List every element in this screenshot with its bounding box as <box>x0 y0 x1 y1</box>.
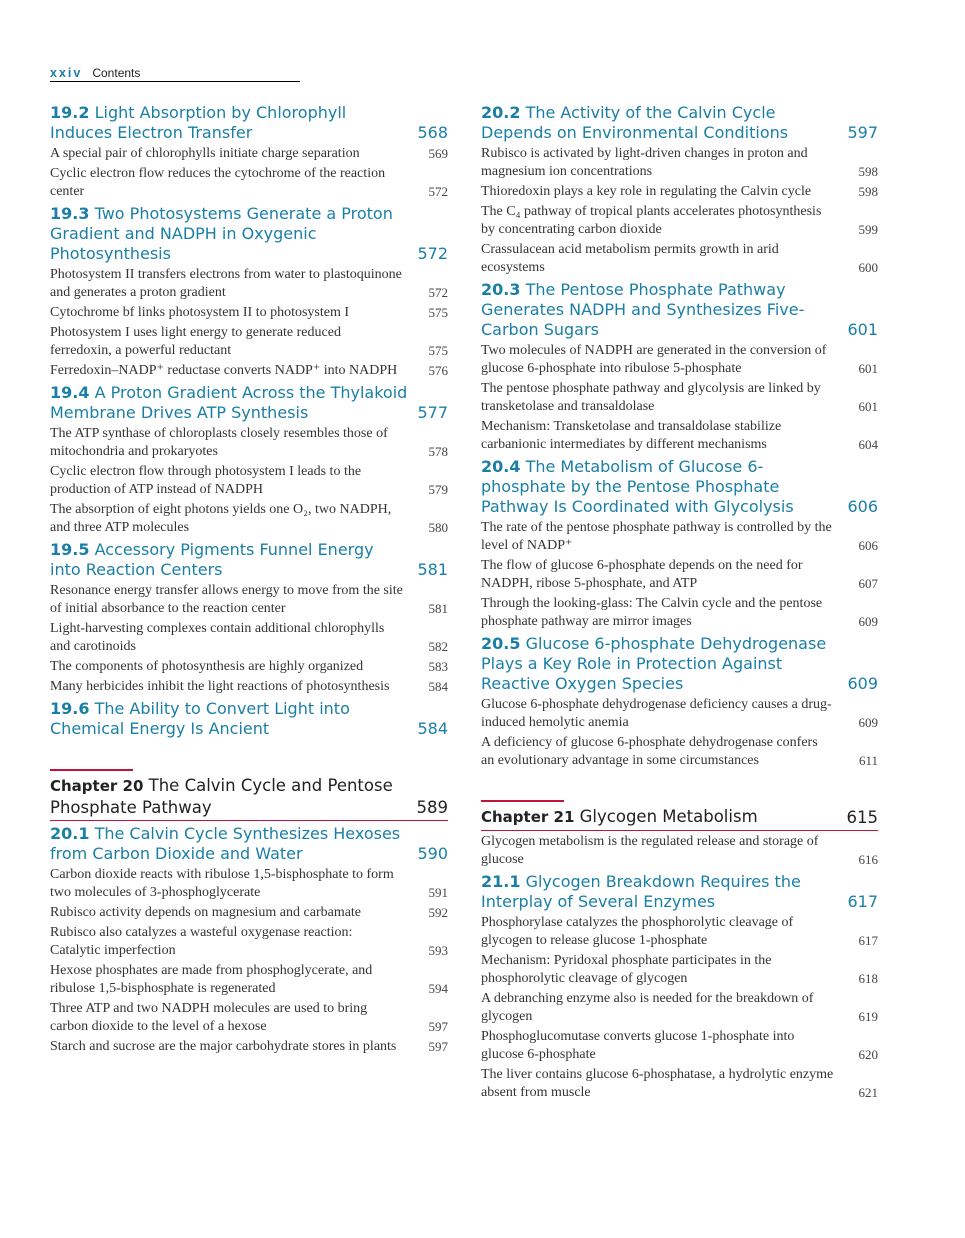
entry-page-number: 576 <box>428 363 448 378</box>
entry-page-number: 601 <box>858 361 878 376</box>
entry-page-number: 620 <box>858 1047 878 1062</box>
chapter-label: Chapter 20 <box>50 777 144 795</box>
section-page-number: 597 <box>847 123 878 142</box>
section-heading[interactable] <box>50 540 448 580</box>
entry-text: Crassulacean acid metabolism permits growth in arid ecosystems <box>481 242 779 275</box>
entry-text: Thioredoxin plays a key role in regulating the Calvin cycle <box>481 184 812 199</box>
section-heading[interactable] <box>481 634 878 694</box>
section-title <box>481 103 838 143</box>
section-heading[interactable] <box>481 457 878 517</box>
chapter-page-number: 589 <box>416 798 448 817</box>
toc-entry[interactable] <box>481 952 878 988</box>
toc-entry[interactable] <box>481 145 878 181</box>
entry-page-number: 572 <box>428 184 448 199</box>
entry-text: Through the looking-glass: The Calvin cycle and the pentose phosphate pathway are mirror images <box>481 596 823 629</box>
section-heading[interactable] <box>50 824 448 864</box>
entry-text: Cytochrome bf links photosystem II to photosystem I <box>50 305 350 320</box>
section-title-text: Two Photosystems Generate a Proton Gradient and NADPH in Oxygenic Photosynthesis <box>50 204 393 263</box>
toc-entry[interactable] <box>481 734 878 770</box>
section-page-number: 568 <box>417 123 448 142</box>
section-heading[interactable] <box>481 872 878 912</box>
toc-entry[interactable] <box>50 425 448 461</box>
section-title <box>50 204 408 264</box>
section-title <box>50 383 408 423</box>
toc-entry[interactable] <box>481 1028 878 1064</box>
toc-entry[interactable] <box>481 1066 878 1102</box>
entry-text: Mechanism: Pyridoxal phosphate participates in the phosphorolytic cleavage of glycogen <box>481 953 772 986</box>
section-number: 20.2 <box>481 103 521 122</box>
entry-text: Hexose phosphates are made from phosphoglycerate, and ribulose 1,5-bisphosphate is regenerated <box>50 963 373 996</box>
entry-page-number: 601 <box>858 399 878 414</box>
entry-page-number: 609 <box>858 715 878 730</box>
entry-page-number: 598 <box>858 164 878 179</box>
running-header <box>50 64 300 82</box>
page-number: xxiv <box>50 66 83 80</box>
toc-entry[interactable] <box>481 203 878 239</box>
entry-page-number: 582 <box>428 639 448 654</box>
toc-entry[interactable] <box>50 678 448 696</box>
entry-text: The absorption of eight photons yields one O₂, two NADPH, and three ATP molecules <box>50 502 392 535</box>
section-title-text: The Pentose Phosphate Pathway Generates NADPH and Synthesizes Five-Carbon Sugars <box>481 280 805 339</box>
entry-page-number: 611 <box>858 753 878 768</box>
entry-page-number: 584 <box>428 679 448 694</box>
entry-text: Carbon dioxide reacts with ribulose 1,5-bisphosphate to form two molecules of 3-phosphoglycerate <box>50 867 394 900</box>
entry-text: Rubisco is activated by light-driven changes in proton and magnesium ion concentrations <box>481 146 808 179</box>
toc-entry[interactable] <box>50 1038 448 1056</box>
toc-entry[interactable] <box>50 266 448 302</box>
entry-page-number: 575 <box>428 343 448 358</box>
section-number: 19.3 <box>50 204 90 223</box>
section-title <box>50 699 408 739</box>
toc-entry[interactable] <box>50 582 448 618</box>
section-title-text: The Metabolism of Glucose 6-phosphate by the Pentose Phosphate Pathway Is Coordinated with Glycolysis <box>481 457 794 516</box>
entry-page-number: 617 <box>858 933 878 948</box>
toc-entry[interactable] <box>481 557 878 593</box>
entry-text: Photosystem I uses light energy to generate reduced ferredoxin, a powerful reductant <box>50 325 341 358</box>
entry-page-number: 580 <box>428 520 448 535</box>
entry-text: Resonance energy transfer allows energy to move from the site of initial absorbance to the reaction center <box>50 583 403 616</box>
section-heading[interactable] <box>50 699 448 739</box>
entry-text: A debranching enzyme also is needed for the breakdown of glycogen <box>481 991 814 1024</box>
section-title-text: The Activity of the Calvin Cycle Depends on Environmental Conditions <box>481 103 789 142</box>
chapter-title-text: Glycogen Metabolism <box>579 807 758 826</box>
toc-entry[interactable] <box>481 241 878 277</box>
entry-text: Ferredoxin–NADP⁺ reductase converts NADP⁺ into NADPH <box>50 363 398 378</box>
entry-page-number: 578 <box>428 444 448 459</box>
toc-entry[interactable] <box>50 362 448 380</box>
entry-text: Glucose 6-phosphate dehydrogenase deficiency causes a drug-induced hemolytic anemia <box>481 697 832 730</box>
section-title-text: Light Absorption by Chlorophyll Induces Electron Transfer <box>50 103 347 142</box>
section-number: 20.4 <box>481 457 521 476</box>
toc-entry[interactable] <box>481 418 878 454</box>
entry-text: Glycogen metabolism is the regulated release and storage of glucose <box>481 834 819 867</box>
entry-page-number: 592 <box>428 905 448 920</box>
section-number: 20.3 <box>481 280 521 299</box>
section-title-text: A Proton Gradient Across the Thylakoid Membrane Drives ATP Synthesis <box>50 383 408 422</box>
section-title <box>50 540 408 580</box>
entry-text: Mechanism: Transketolase and transaldolase stabilize carbanionic intermediates by different mechanisms <box>481 419 782 452</box>
section-number: 19.5 <box>50 540 90 559</box>
toc-entry[interactable] <box>50 501 448 537</box>
section-number: 19.6 <box>50 699 90 718</box>
entry-text: Starch and sucrose are the major carbohydrate stores in plants <box>50 1039 397 1054</box>
entry-page-number: 604 <box>858 437 878 452</box>
toc-entry[interactable] <box>481 519 878 555</box>
entry-page-number: 593 <box>428 943 448 958</box>
entry-text: The rate of the pentose phosphate pathway is controlled by the level of NADP⁺ <box>481 520 832 553</box>
entry-page-number: 621 <box>858 1085 878 1100</box>
section-number: 19.4 <box>50 383 90 402</box>
section-page-number: 577 <box>417 403 448 422</box>
entry-page-number: 606 <box>858 538 878 553</box>
section-page-number: 601 <box>847 320 878 339</box>
toc-entry[interactable] <box>481 990 878 1026</box>
chapter-accent-rule <box>481 800 564 802</box>
toc-entry[interactable] <box>50 904 448 922</box>
entry-text: The liver contains glucose 6-phosphatase, a hydrolytic enzyme absent from muscle <box>481 1067 834 1100</box>
toc-entry[interactable] <box>50 165 448 201</box>
section-page-number: 609 <box>847 674 878 693</box>
toc-entry[interactable] <box>481 183 878 201</box>
section-page-number: 606 <box>847 497 878 516</box>
section-number: 20.1 <box>50 824 90 843</box>
chapter-title-text: The Calvin Cycle and Pentose Phosphate Pathway <box>50 776 393 817</box>
entry-text: Cyclic electron flow reduces the cytochrome of the reaction center <box>50 166 386 199</box>
entry-page-number: 599 <box>858 222 878 237</box>
toc-entry[interactable] <box>50 962 448 998</box>
section-page-number: 572 <box>417 244 448 263</box>
entry-page-number: 575 <box>428 305 448 320</box>
section-title <box>50 103 408 143</box>
entry-text: The pentose phosphate pathway and glycolysis are linked by transketolase and transaldolase <box>481 381 821 414</box>
section-heading[interactable] <box>50 383 448 423</box>
entry-page-number: 616 <box>858 852 878 867</box>
section-title-text: Glucose 6-phosphate Dehydrogenase Plays a Key Role in Protection Against Reactive Oxygen Species <box>481 634 827 693</box>
toc-entry[interactable] <box>481 595 878 631</box>
chapter-heading[interactable] <box>50 769 448 821</box>
entry-text: Light-harvesting complexes contain additional chlorophylls and carotinoids <box>50 621 385 654</box>
entry-page-number: 609 <box>858 614 878 629</box>
entry-page-number: 591 <box>428 885 448 900</box>
section-page-number: 617 <box>847 892 878 911</box>
toc-entry[interactable] <box>50 304 448 322</box>
toc-entry[interactable] <box>50 1000 448 1036</box>
chapter-page-number: 615 <box>846 808 878 827</box>
toc-column-right <box>481 100 878 1102</box>
entry-text: Phosphorylase catalyzes the phosphorolytic cleavage of glycogen to release glucose 1-phosphate <box>481 915 794 948</box>
entry-text: The C₄ pathway of tropical plants accelerates photosynthesis by concentrating carbon dioxide <box>481 204 822 237</box>
section-title-text: Glycogen Breakdown Requires the Interplay of Several Enzymes <box>481 872 801 911</box>
toc-entry[interactable] <box>50 866 448 902</box>
section-title <box>481 280 838 340</box>
section-heading[interactable] <box>481 103 878 143</box>
toc-entry[interactable] <box>481 342 878 378</box>
entry-text: A special pair of chlorophylls initiate charge separation <box>50 146 360 161</box>
toc-entry[interactable] <box>50 145 448 163</box>
section-title <box>481 634 838 694</box>
section-title-text: The Ability to Convert Light into Chemical Energy Is Ancient <box>50 699 350 738</box>
toc-entry[interactable] <box>481 380 878 416</box>
entry-text: Phosphoglucomutase converts glucose 1-phosphate into glucose 6-phosphate <box>481 1029 795 1062</box>
toc-entry[interactable] <box>50 463 448 499</box>
section-title <box>50 824 408 864</box>
section-heading[interactable] <box>50 204 448 264</box>
section-page-number: 581 <box>417 560 448 579</box>
chapter-title <box>481 806 838 828</box>
entry-text: Three ATP and two NADPH molecules are used to bring carbon dioxide to the level of a hexose <box>50 1001 368 1034</box>
entry-page-number: 619 <box>858 1009 878 1024</box>
chapter-heading[interactable] <box>481 800 878 831</box>
toc-entry[interactable] <box>481 914 878 950</box>
section-number: 19.2 <box>50 103 90 122</box>
toc-entry[interactable] <box>50 324 448 360</box>
toc-entry[interactable] <box>50 620 448 656</box>
section-heading[interactable] <box>50 103 448 143</box>
entry-text: The components of photosynthesis are highly organized <box>50 659 364 674</box>
entry-text: Two molecules of NADPH are generated in the conversion of glucose 6-phosphate into ribulose 5-phosphate <box>481 343 827 376</box>
entry-page-number: 572 <box>428 285 448 300</box>
entry-text: Cyclic electron flow through photosystem I leads to the production of ATP instead of NADPH <box>50 464 362 497</box>
toc-entry[interactable] <box>50 924 448 960</box>
toc-entry[interactable] <box>481 833 878 869</box>
entry-page-number: 598 <box>858 184 878 199</box>
chapter-accent-rule <box>50 769 133 771</box>
entry-page-number: 583 <box>428 659 448 674</box>
entry-text: A deficiency of glucose 6-phosphate dehydrogenase confers an evolutionary advantage in some circumstances <box>481 735 818 768</box>
section-title-text: Accessory Pigments Funnel Energy into Reaction Centers <box>50 540 374 579</box>
entry-text: The flow of glucose 6-phosphate depends on the need for NADPH, ribose 5-phosphate, and ATP <box>481 558 803 591</box>
running-title: Contents <box>92 66 141 80</box>
entry-text: The ATP synthase of chloroplasts closely resembles those of mitochondria and prokaryotes <box>50 426 388 459</box>
entry-page-number: 594 <box>428 981 448 996</box>
entry-page-number: 600 <box>858 260 878 275</box>
toc-entry[interactable] <box>50 658 448 676</box>
entry-text: Photosystem II transfers electrons from water to plastoquinone and generates a proton gradient <box>50 267 402 300</box>
section-page-number: 590 <box>417 844 448 863</box>
section-number: 20.5 <box>481 634 521 653</box>
section-title <box>481 457 838 517</box>
toc-entry[interactable] <box>481 696 878 732</box>
section-page-number: 584 <box>417 719 448 738</box>
section-title <box>481 872 838 912</box>
section-heading[interactable] <box>481 280 878 340</box>
entry-text: Rubisco also catalyzes a wasteful oxygenase reaction: Catalytic imperfection <box>50 925 353 958</box>
chapter-title <box>50 775 408 818</box>
entry-text: Many herbicides inhibit the light reactions of photosynthesis <box>50 679 390 694</box>
chapter-label: Chapter 21 <box>481 808 575 826</box>
toc-column-left <box>50 100 448 1056</box>
entry-page-number: 569 <box>428 146 448 161</box>
entry-page-number: 607 <box>858 576 878 591</box>
entry-page-number: 581 <box>428 601 448 616</box>
section-number: 21.1 <box>481 872 521 891</box>
entry-page-number: 579 <box>428 482 448 497</box>
entry-text: Rubisco activity depends on magnesium and carbamate <box>50 905 362 920</box>
section-title-text: The Calvin Cycle Synthesizes Hexoses from Carbon Dioxide and Water <box>50 824 401 863</box>
entry-page-number: 618 <box>858 971 878 986</box>
entry-page-number: 597 <box>428 1019 448 1034</box>
entry-page-number: 597 <box>428 1039 448 1054</box>
